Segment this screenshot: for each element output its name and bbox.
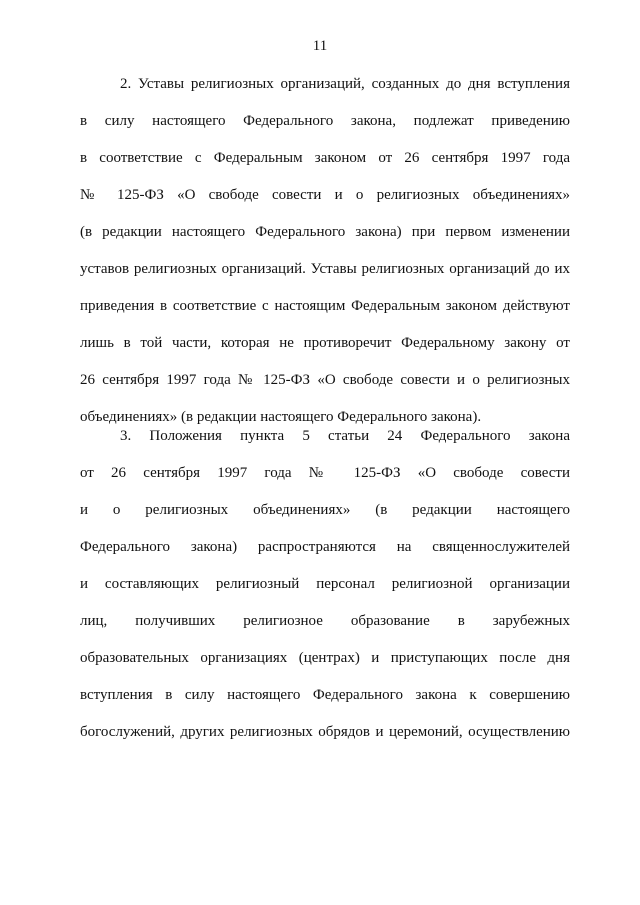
paragraph-line: вступления в силу настоящего Федерального закона к совершению: [80, 687, 570, 703]
paragraph-line: объединениях» (в редакции настоящего Федерального закона).: [80, 409, 482, 425]
paragraph-line: и о религиозных объединениях» (в редакции настоящего: [80, 502, 570, 518]
page-number: 11: [312, 38, 328, 54]
paragraph-line: Федерального закона) распространяются на священнослужителей: [80, 539, 570, 555]
paragraph-line: лишь в той части, которая не противоречит Федеральному закону от: [80, 335, 570, 351]
paragraph-line: лиц, получивших религиозное образование в зарубежных: [80, 613, 570, 629]
paragraph-line: в силу настоящего Федерального закона, подлежат приведению: [80, 113, 570, 129]
paragraph-line: богослужений, других религиозных обрядов и церемоний, осуществлению: [80, 724, 570, 740]
paragraph-line: 26 сентября 1997 года № 125-ФЗ «О свободе совести и о религиозных: [80, 372, 570, 388]
paragraph-line: 3. Положения пункта 5 статьи 24 Федерального закона: [120, 428, 570, 444]
paragraph-line: (в редакции настоящего Федерального закона) при первом изменении: [80, 224, 570, 240]
paragraph-line: 2. Уставы религиозных организаций, созданных до дня вступления: [120, 76, 570, 92]
paragraph-line: от 26 сентября 1997 года № 125-ФЗ «О свободе совести: [80, 465, 570, 481]
paragraph-line: образовательных организациях (центрах) и приступающих после дня: [80, 650, 570, 666]
paragraph-line: уставов религиозных организаций. Уставы религиозных организаций до их: [80, 261, 570, 277]
paragraph-line: в соответствие с Федеральным законом от 26 сентября 1997 года: [80, 150, 570, 166]
paragraph-line: № 125-ФЗ «О свободе совести и о религиозных объединениях»: [80, 187, 570, 203]
paragraph-line: и составляющих религиозный персонал религиозной организации: [80, 576, 570, 592]
paragraph-line: приведения в соответствие с настоящим Федеральным законом действуют: [80, 298, 570, 314]
